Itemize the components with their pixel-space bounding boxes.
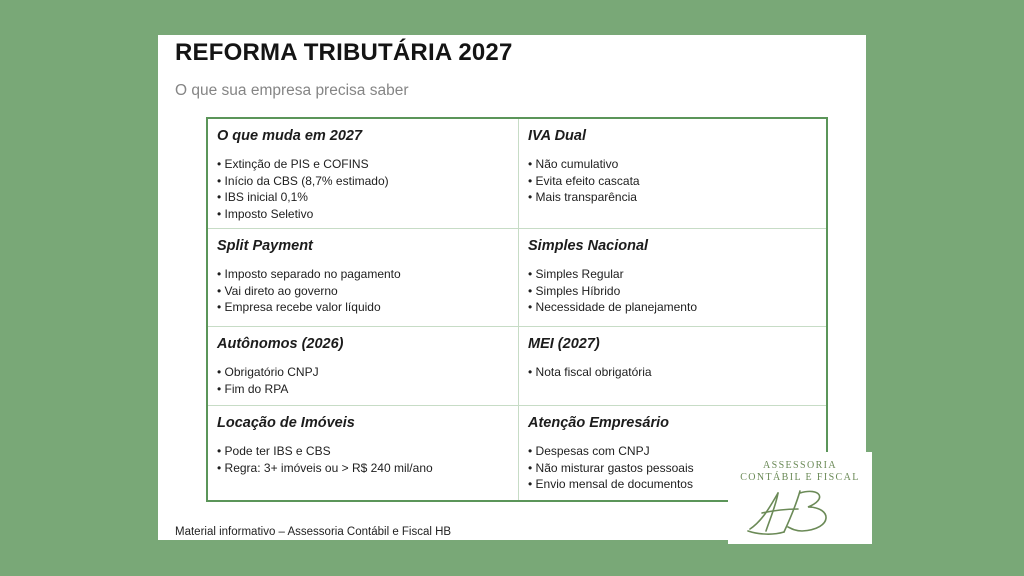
section-locacao-imoveis — [208, 406, 519, 500]
list-item: • Extinção de PIS e COFINS — [217, 156, 518, 173]
list-item: • Fim do RPA — [217, 381, 518, 398]
list-item: • Vai direto ao governo — [217, 283, 518, 300]
section-heading: Locação de Imóveis — [217, 415, 355, 431]
list-item: • Imposto Seletivo — [217, 206, 518, 223]
section-simples-nacional — [519, 229, 826, 327]
section-list — [217, 266, 518, 316]
section-o-que-muda — [208, 119, 519, 229]
hb-monogram-icon — [740, 485, 860, 537]
section-heading: Split Payment — [217, 238, 313, 254]
section-split-payment — [208, 229, 519, 327]
section-list — [528, 266, 826, 316]
section-mei — [519, 327, 826, 406]
section-list — [217, 364, 518, 397]
section-list — [217, 443, 518, 476]
list-item: • Imposto separado no pagamento — [217, 266, 518, 283]
list-item: • Despesas com CNPJ — [528, 443, 826, 460]
footer-note: Material informativo – Assessoria Contábil e Fiscal HB — [175, 526, 452, 538]
list-item: • Mais transparência — [528, 189, 826, 206]
section-iva-dual — [519, 119, 826, 229]
list-item: • Pode ter IBS e CBS — [217, 443, 518, 460]
list-item: • Simples Híbrido — [528, 283, 826, 300]
company-logo — [728, 452, 872, 544]
list-item: • Início da CBS (8,7% estimado) — [217, 173, 518, 190]
list-item: • IBS inicial 0,1% — [217, 189, 518, 206]
section-heading: O que muda em 2027 — [217, 128, 363, 144]
list-item: • Obrigatório CNPJ — [217, 364, 518, 381]
logo-line-2: CONTÁBIL E FISCAL — [740, 472, 860, 483]
info-grid — [206, 117, 828, 502]
list-item: • Necessidade de planejamento — [528, 299, 826, 316]
section-autonomos — [208, 327, 519, 406]
page-title: REFORMA TRIBUTÁRIA 2027 — [175, 39, 513, 66]
section-heading: MEI (2027) — [528, 336, 600, 352]
section-heading: Autônomos (2026) — [217, 336, 344, 352]
list-item: • Nota fiscal obrigatória — [528, 364, 826, 381]
list-item: • Simples Regular — [528, 266, 826, 283]
list-item: • Não cumulativo — [528, 156, 826, 173]
section-list — [528, 156, 826, 206]
section-heading: IVA Dual — [528, 128, 587, 144]
section-heading: Simples Nacional — [528, 238, 649, 254]
list-item: • Regra: 3+ imóveis ou > R$ 240 mil/ano — [217, 460, 518, 477]
list-item: • Não misturar gastos pessoais — [528, 460, 826, 477]
list-item: • Empresa recebe valor líquido — [217, 299, 518, 316]
section-list — [528, 364, 826, 381]
section-list — [217, 156, 518, 222]
logo-line-1: ASSESSORIA — [762, 460, 838, 471]
section-heading: Atenção Empresário — [528, 415, 670, 431]
list-item: • Envio mensal de documentos — [528, 476, 826, 493]
list-item: • Evita efeito cascata — [528, 173, 826, 190]
page-subtitle: O que sua empresa precisa saber — [175, 82, 409, 99]
